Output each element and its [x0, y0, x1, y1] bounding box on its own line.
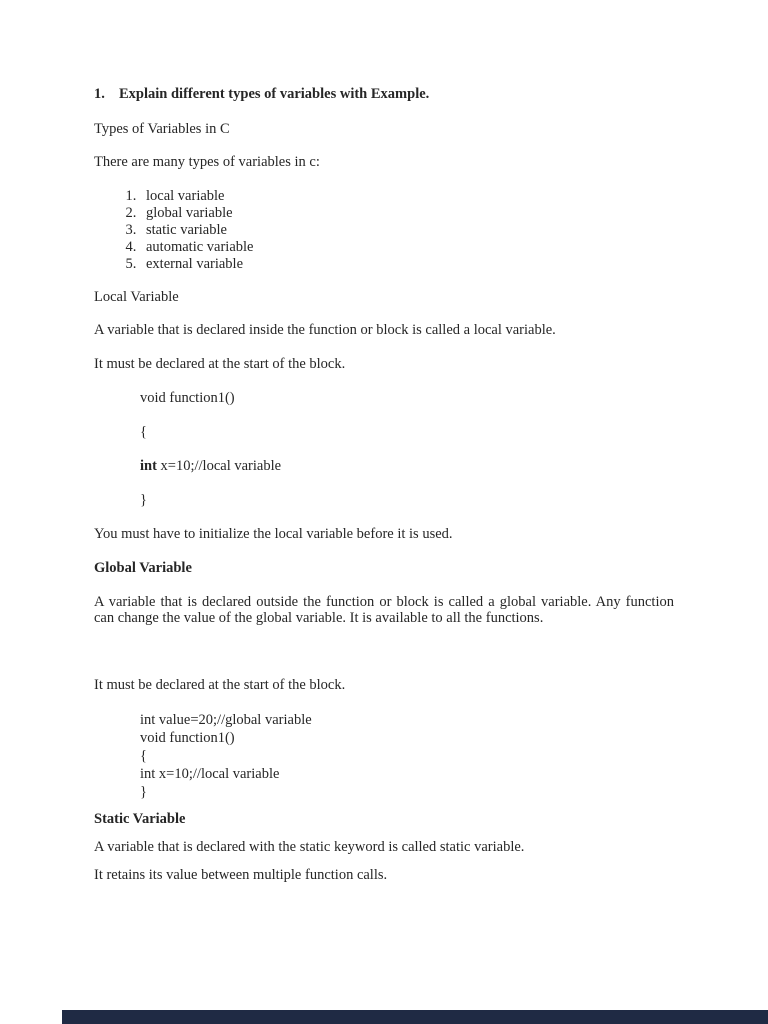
- list-item: [140, 205, 674, 222]
- static-variable-heading: Static Variable: [94, 811, 186, 827]
- local-paragraph-1: A variable that is declared inside the function or block is called a local variable.: [94, 322, 556, 338]
- list-item: [140, 256, 674, 273]
- local-paragraph-3: You must have to initialize the local variable before it is used.: [94, 526, 453, 542]
- doc-subtitle: Types of Variables in C: [94, 121, 230, 137]
- code-line: {: [140, 424, 147, 440]
- code-keyword: int: [140, 458, 157, 474]
- code-line: int x=10;//local variable: [140, 766, 280, 782]
- footer-bar: [62, 1010, 768, 1024]
- local-paragraph-2: It must be declared at the start of the block.: [94, 356, 346, 372]
- code-line: }: [140, 492, 147, 508]
- list-item-label: external variable: [146, 256, 244, 272]
- document-content: [94, 86, 674, 895]
- question-title: Explain different types of variables with Example.: [119, 86, 430, 102]
- variable-types-list: [94, 188, 674, 273]
- code-line: [94, 458, 674, 475]
- list-item-label: automatic variable: [146, 239, 254, 255]
- list-item-label: static variable: [146, 222, 227, 238]
- static-paragraph-2: It retains its value between multiple function calls.: [94, 867, 388, 883]
- code-line: void function1(): [140, 730, 235, 746]
- code-line: {: [140, 748, 147, 764]
- local-variable-heading: Local Variable: [94, 289, 179, 305]
- global-paragraph-1: A variable that is declared outside the function or block is called a global variable. Any function can change the value of the global variable. It is available to all the functions.: [94, 594, 674, 626]
- code-text: x=10;//local variable: [156, 458, 282, 474]
- list-item-label: local variable: [146, 188, 225, 204]
- global-code-block: [94, 711, 674, 801]
- global-variable-heading: Global Variable: [94, 560, 192, 576]
- static-paragraph-1: A variable that is declared with the static keyword is called static variable.: [94, 839, 525, 855]
- global-paragraph-2: It must be declared at the start of the block.: [94, 677, 346, 693]
- list-item: [140, 188, 674, 205]
- code-line: void function1(): [140, 390, 235, 406]
- static-variable-section: [94, 811, 674, 884]
- code-line: }: [140, 784, 147, 800]
- question-number: 1.: [94, 86, 105, 102]
- intro-paragraph: There are many types of variables in c:: [94, 154, 320, 170]
- list-item: [140, 239, 674, 256]
- code-line: int value=20;//global variable: [140, 712, 312, 728]
- question-heading: [94, 86, 674, 103]
- local-code-block: [94, 390, 674, 509]
- list-item-label: global variable: [146, 205, 233, 221]
- list-item: [140, 222, 674, 239]
